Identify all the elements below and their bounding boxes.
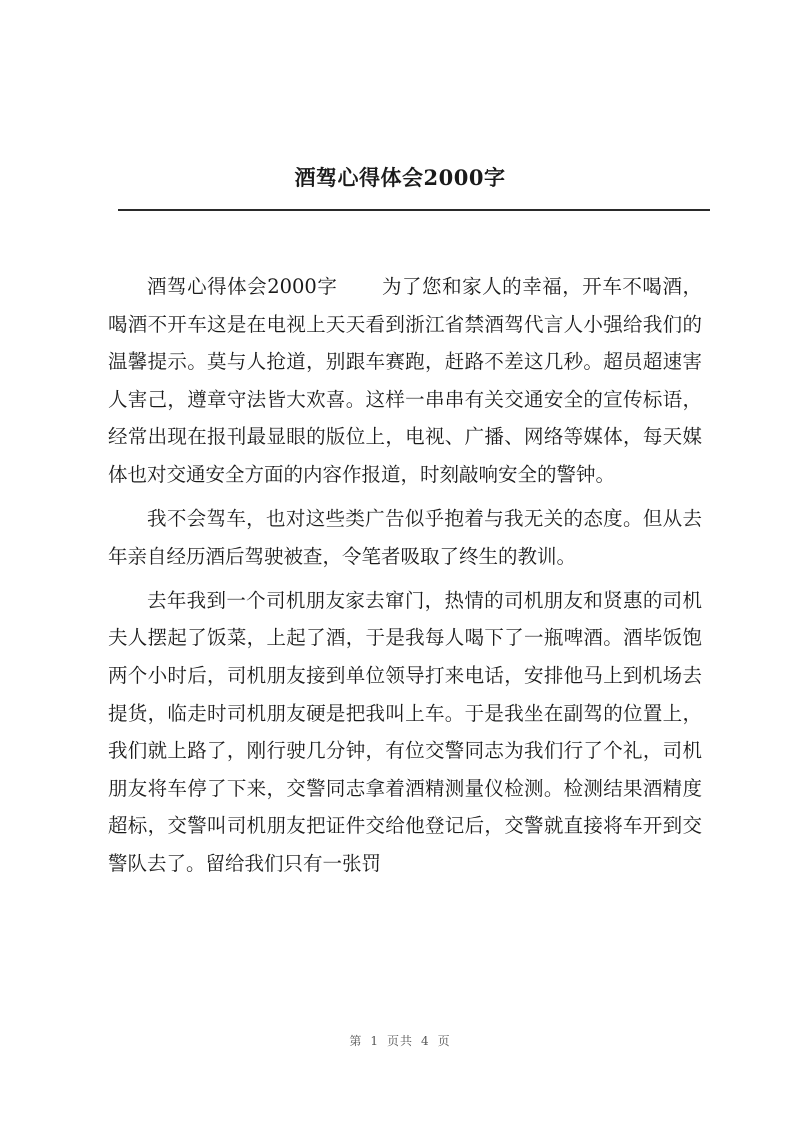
title-divider bbox=[118, 209, 710, 211]
paragraph-3: 去年我到一个司机朋友家去窜门，热情的司机朋友和贤惠的司机夫人摆起了饭菜，上起了酒，于是我每人喝下了一瓶啤酒。酒毕饭饱两个小时后，司机朋友接到单位领导打来电话，安排他马上到机场去提货，临走时司机朋友硬是把我叫上车。于是我坐在副驾的位置上，我们就上路了，刚行驶几分钟，有位交警同志为我们行了个礼，司机朋友将车停了下来，交警同志拿着酒精测量仪检测。检测结果酒精度超标，交警叫司机朋友把证件交给他登记后，交警就直接将车开到交警队去了。留给我们只有一张罚 bbox=[108, 588, 702, 875]
footer-label-prefix: 第 bbox=[349, 1034, 363, 1048]
paragraph-1 bbox=[108, 268, 702, 494]
page-footer bbox=[0, 1032, 800, 1049]
paragraph-2: 我不会驾车，也对这些类广告似乎抱着与我无关的态度。但从去年亲自经历酒后驾驶被查，令笔者吸取了终生的教训。 bbox=[108, 507, 702, 568]
footer-label-suffix: 页 bbox=[437, 1034, 451, 1048]
paragraph-1-lead: 酒驾心得体会2000字 bbox=[147, 275, 338, 298]
document-body bbox=[108, 268, 702, 889]
footer-label-middle: 页共 bbox=[386, 1034, 413, 1048]
page-title: 酒驾心得体会2000字 bbox=[294, 165, 506, 190]
footer-total-pages: 4 bbox=[421, 1034, 430, 1048]
paragraph-1-text: 为了您和家人的幸福，开车不喝酒，喝酒不开车这是在电视上天天看到浙江省禁酒驾代言人小强给我们的温馨提示。莫与人抢道，别跟车赛跑，赶路不差这几秒。超员超速害人害己，遵章守法皆大欢喜。这样一串串有关交通安全的宣传标语，经常出现在报刊最显眼的版位上，电视、广播、网络等媒体，每天媒体也对交通安全方面的内容作报道，时刻敲响安全的警钟。 bbox=[108, 275, 702, 486]
footer-current-page: 1 bbox=[370, 1034, 379, 1048]
